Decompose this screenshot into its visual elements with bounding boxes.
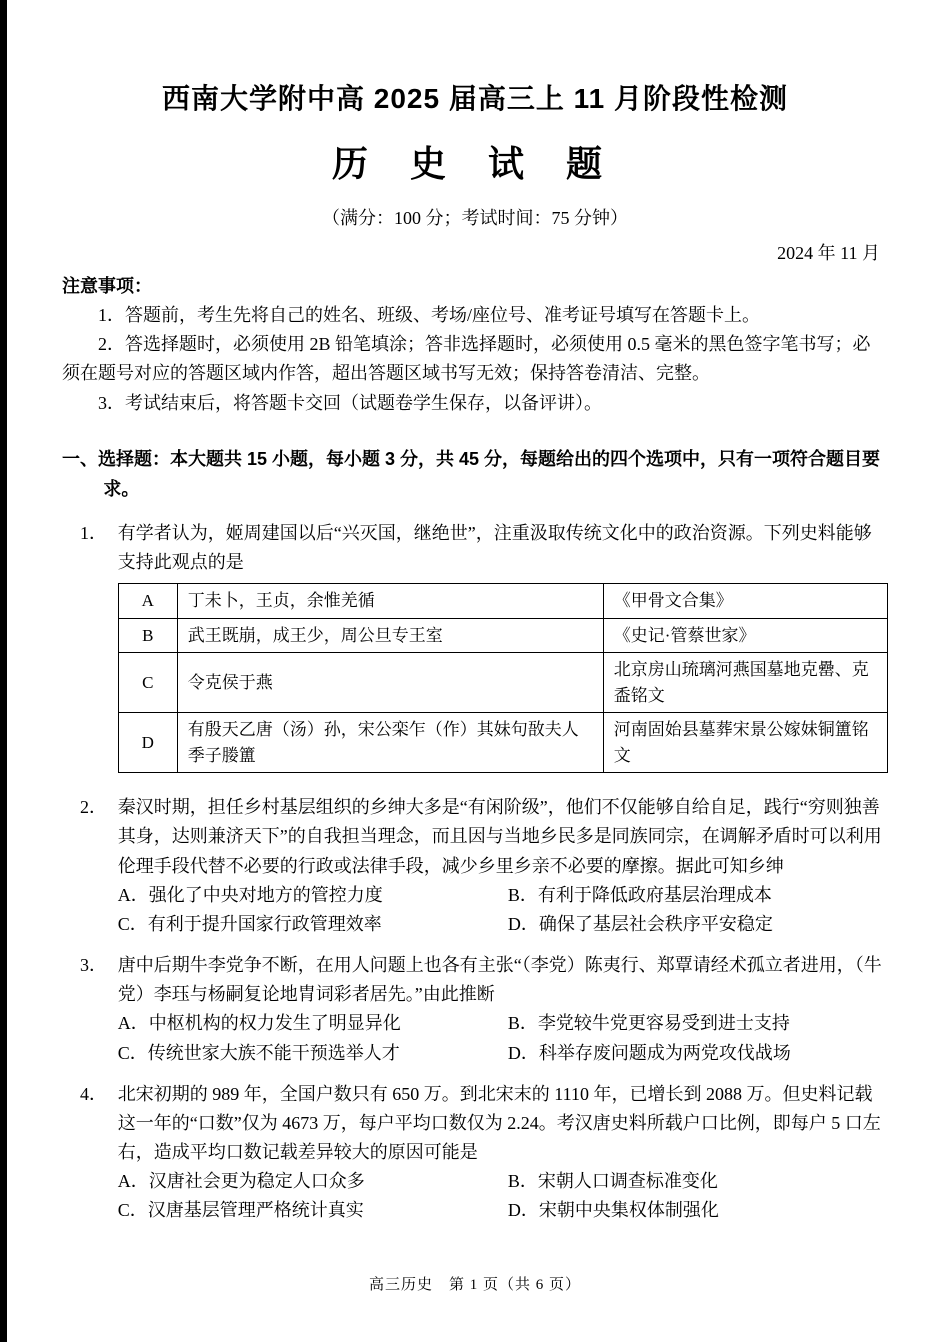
options-grid — [118, 1009, 888, 1067]
option-letter: C — [118, 653, 177, 713]
source-content: 丁未卜，王贞，余惟羌循 — [177, 584, 603, 619]
question-text: 唐中后期牛李党争不断，在用人问题上也各有主张“（李党）陈夷行、郑覃请经术孤立者进用，（牛党）李珏与杨嗣复论地胄词彩者居先。”由此推断 — [117, 955, 882, 1005]
options-grid — [118, 1167, 888, 1225]
option-letter: B — [118, 618, 177, 653]
option-c: C．传统世家大族不能干预选举人才 — [117, 1042, 400, 1063]
exam-meta: （满分：100 分；考试时间：75 分钟） — [322, 207, 628, 228]
option-a: A．强化了中央对地方的管控力度 — [117, 884, 383, 905]
exam-date: 2024 年 11 月 — [777, 242, 880, 263]
source-content: 令克侯于燕 — [177, 653, 603, 713]
subject-title: 历 史 试 题 — [331, 143, 618, 185]
notice-block — [62, 272, 888, 418]
question-text: 北宋初期的 989 年，全国户数只有 650 万。到北宋末的 1110 年，已增长到 2088 万。但史料记载这一年的“口数”仅为 4673 万，每户平均口数仅为 2.24。考汉唐史料所载户口比例，即每户 5 口左右，造成平均口数记载差异较大的原因可能是 — [117, 1083, 881, 1162]
question-1 — [62, 519, 888, 781]
notice-item-3: 3．考试结束后，将答题卡交回（试题卷学生保存，以备评讲）。 — [98, 392, 602, 413]
table-row — [118, 653, 887, 713]
question-number: 2． — [80, 797, 107, 818]
source-content: 武王既崩，成王少，周公旦专王室 — [177, 618, 603, 653]
question-text: 秦汉时期，担任乡村基层组织的乡绅大多是“有闲阶级”，他们不仅能够自给自足，践行“穷则独善其身，达则兼济天下”的自我担当理念，而且因与当地乡民多是同族同宗，在调解矛盾时可以利用伦理手段代替不必要的行政或法律手段，减少乡里乡亲不必要的摩擦。据此可知乡绅 — [117, 797, 882, 876]
table-row — [118, 713, 887, 773]
option-letter: A — [118, 584, 177, 619]
option-d: D．宋朝中央集权体制强化 — [507, 1200, 719, 1221]
option-b: B．宋朝人口调查标准变化 — [507, 1171, 718, 1192]
table-row — [118, 584, 887, 619]
options-grid — [118, 881, 888, 939]
source-origin: 《史记·管蔡世家》 — [603, 618, 887, 653]
page-footer: 高三历史 第 1 页（共 6 页） — [368, 1277, 581, 1293]
option-letter: D — [118, 713, 177, 773]
source-origin: 北京房山琉璃河燕国墓地克罍、克盉铭文 — [603, 653, 887, 713]
option-d: D．确保了基层社会秩序平安稳定 — [507, 913, 773, 934]
page-title: 西南大学附中高 2025 届高三上 11 月阶段性检测 — [161, 83, 788, 114]
question-text: 有学者认为，姬周建国以后“兴灭国，继绝世”，注重汲取传统文化中的政治资源。下列史料能够支持此观点的是 — [117, 522, 872, 573]
option-c: C．有利于提升国家行政管理效率 — [117, 913, 382, 934]
notice-item-2: 2．答选择题时，必须使用 2B 铅笔填涂；答非选择题时，必须使用 0.5 毫米的黑色签字笔书写；必须在题号对应的答题区域内作答，超出答题区域书写无效；保持答卷清洁、完整。 — [62, 334, 871, 384]
notice-heading: 注意事项： — [62, 275, 152, 296]
option-b: B．李党较牛党更容易受到进士支持 — [507, 1013, 790, 1034]
option-b: B．有利于降低政府基层治理成本 — [507, 884, 772, 905]
table-row — [118, 618, 887, 653]
option-c: C．汉唐基层管理严格统计真实 — [117, 1200, 364, 1221]
option-d: D．科举存废问题成为两党攻伐战场 — [507, 1042, 791, 1063]
option-a: A．汉唐社会更为稳定人口众多 — [117, 1171, 365, 1192]
question-4 — [62, 1080, 888, 1226]
question-number: 4． — [80, 1083, 107, 1104]
question-2 — [62, 793, 888, 939]
scan-edge-artifact — [0, 0, 7, 1342]
source-table — [118, 583, 888, 773]
notice-item-1: 1．答题前，考生先将自己的姓名、班级、考场/座位号、准考证号填写在答题卡上。 — [98, 305, 760, 326]
question-number: 1． — [80, 522, 107, 543]
source-origin: 河南固始县墓葬宋景公嫁妹铜簠铭文 — [603, 713, 887, 773]
question-3 — [62, 951, 888, 1068]
question-number: 3． — [80, 955, 107, 976]
option-a: A．中枢机构的权力发生了明显异化 — [117, 1013, 401, 1034]
source-content: 有殷天乙唐（汤）孙，宋公栾乍（作）其妹句敔夫人季子媵簠 — [177, 713, 603, 773]
source-origin: 《甲骨文合集》 — [603, 584, 887, 619]
section-heading: 一、选择题：本大题共 15 小题，每小题 3 分，共 45 分，每题给出的四个选项中，只有一项符合题目要求。 — [62, 448, 881, 500]
